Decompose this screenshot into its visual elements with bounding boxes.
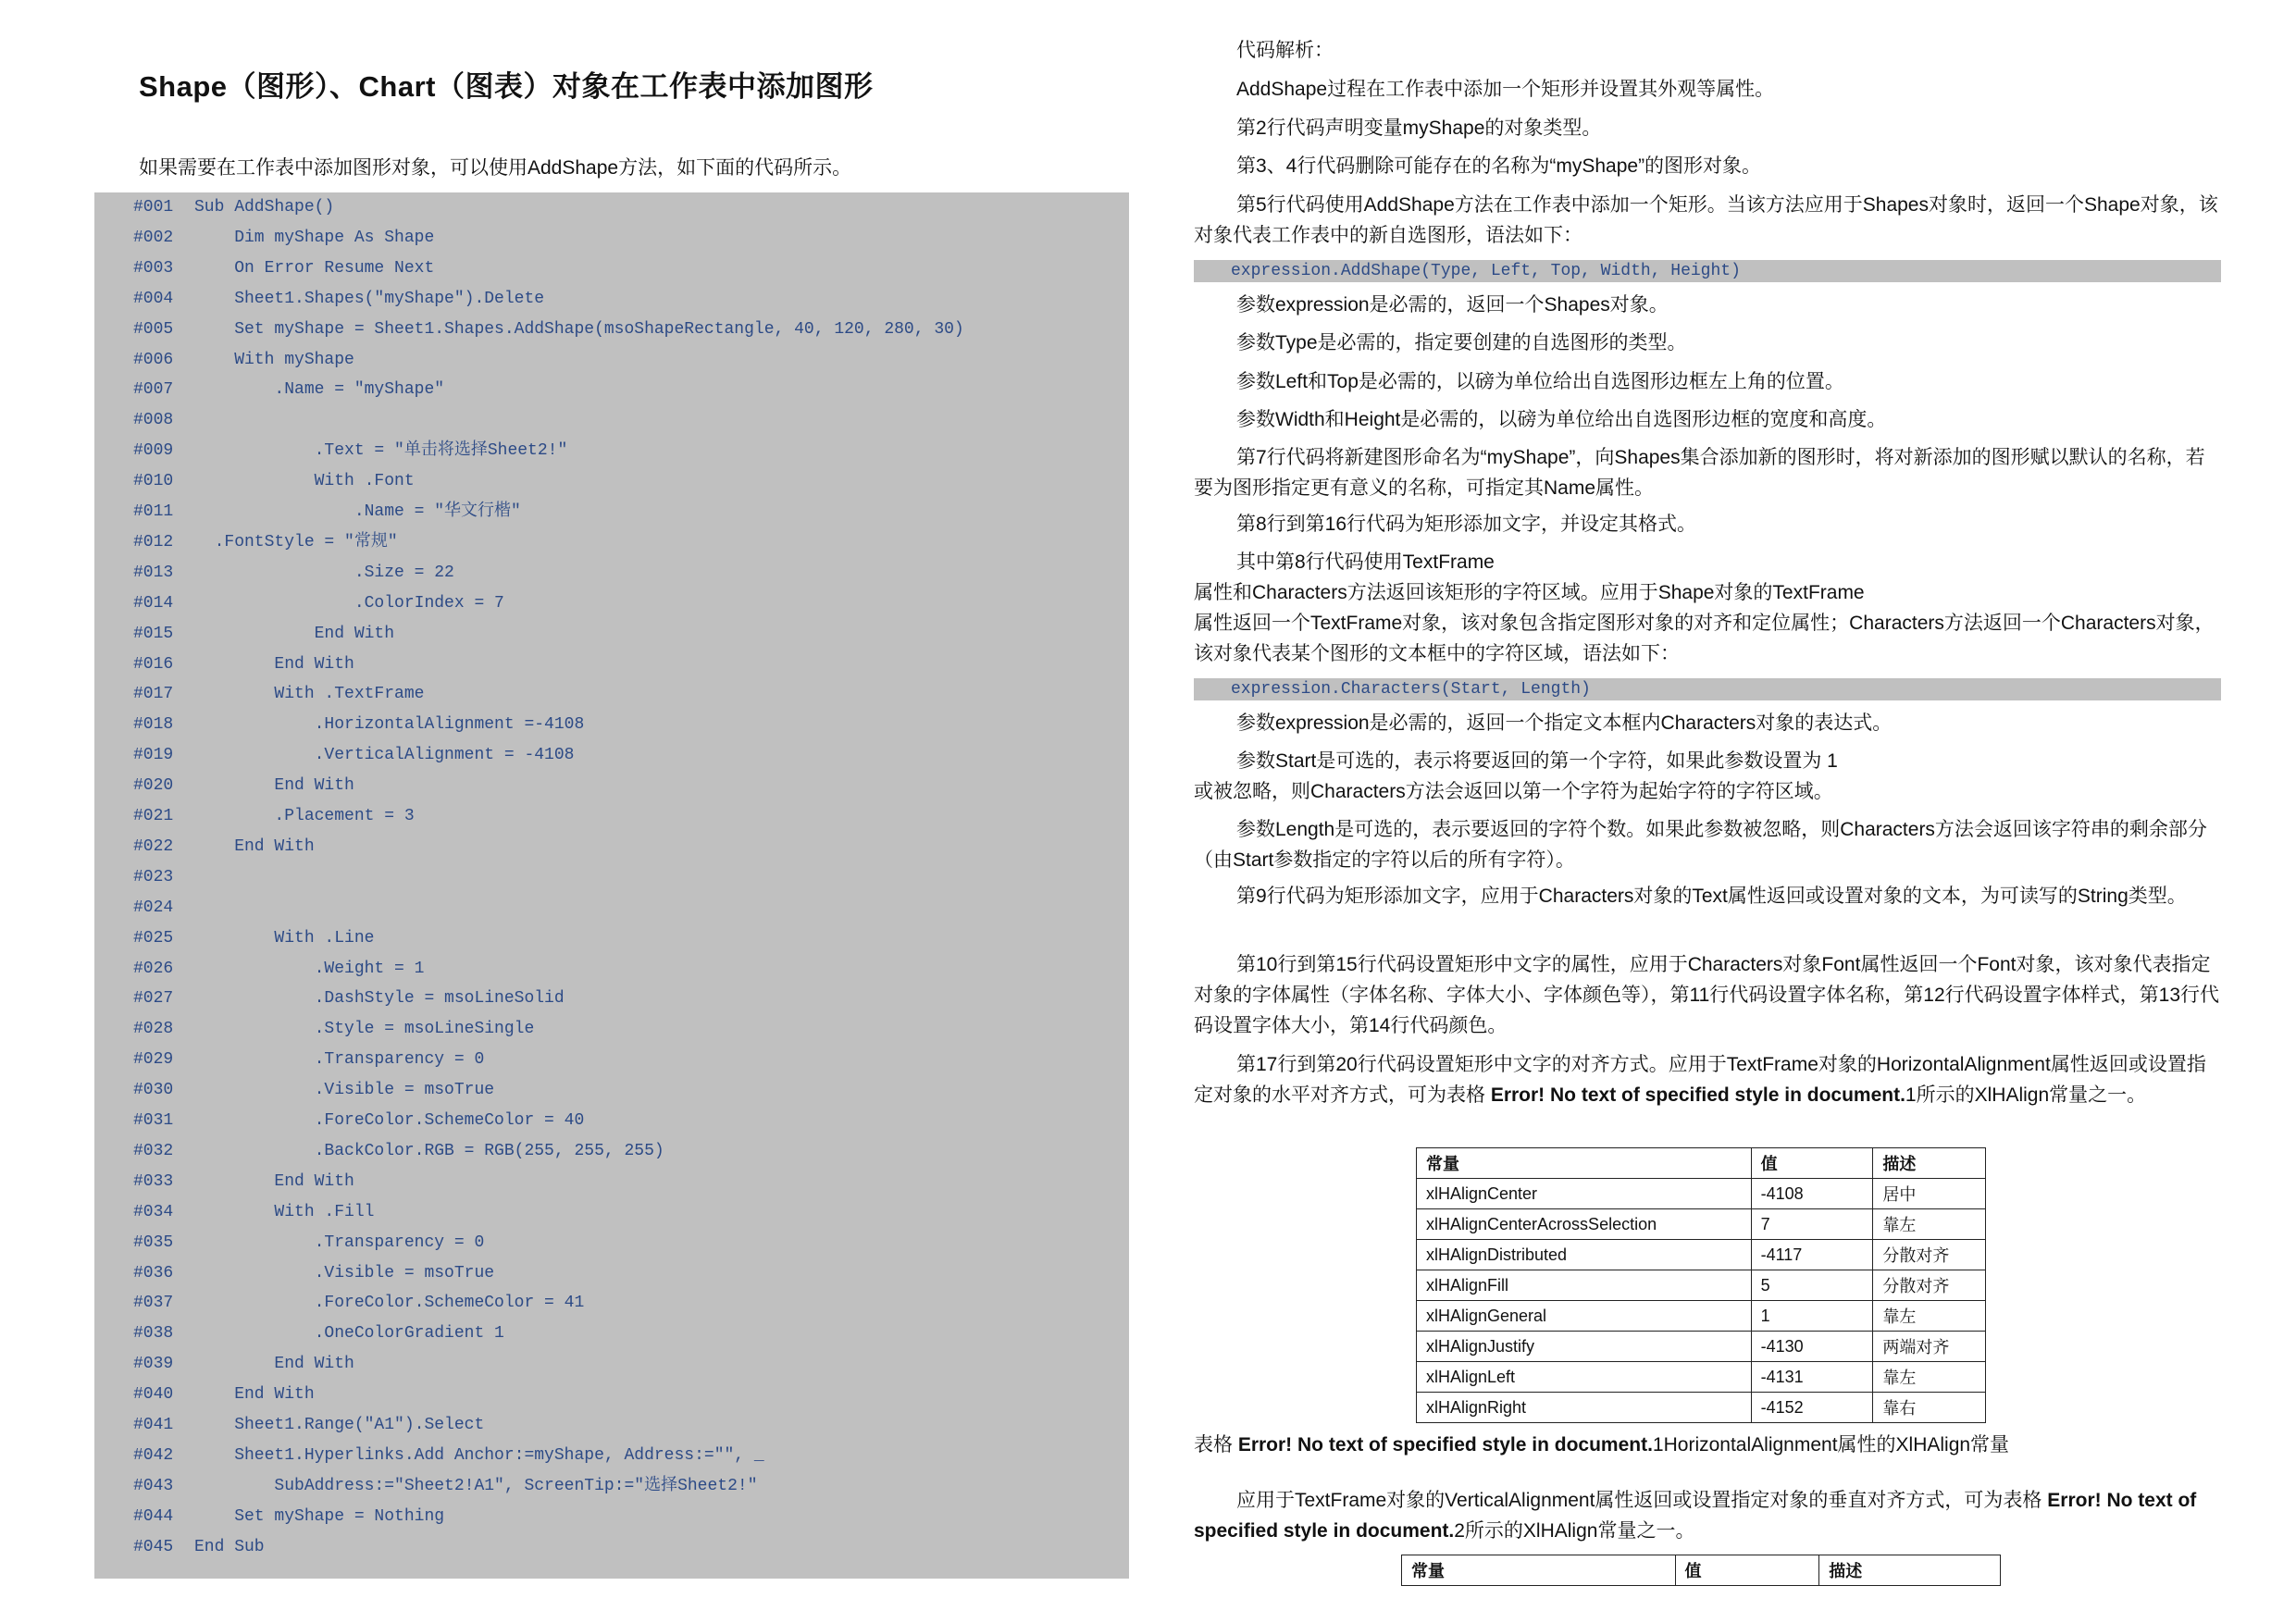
paragraph-text: 1所示的XlHAlign常量之一。 — [1905, 1084, 2147, 1106]
table-cell: xlHAlignFill — [1417, 1270, 1752, 1301]
code-text: .ForeColor.SchemeColor = 40 — [194, 1111, 585, 1130]
paragraph-text: 2所示的XlHAlign常量之一。 — [1454, 1520, 1695, 1542]
line-number: #001 — [133, 198, 174, 217]
paragraph: 第2行代码声明变量myShape的对象类型。 — [1236, 118, 1602, 139]
table-cell: 两端对齐 — [1873, 1332, 1986, 1362]
syntax-text: expression.AddShape(Type, Left, Top, Width, Height) — [1231, 262, 1741, 280]
paragraph-text: 应用于TextFrame对象的VerticalAlignment属性返回或设置指定对象的垂直对齐方式，可为表格 — [1236, 1490, 2042, 1511]
xlhalign-table — [1416, 1147, 1986, 1423]
table-row — [1417, 1179, 1986, 1209]
code-text: .VerticalAlignment = -4108 — [194, 746, 575, 765]
table-cell: 5 — [1751, 1270, 1873, 1301]
table-cell: -4130 — [1751, 1332, 1873, 1362]
line-number: #044 — [133, 1506, 174, 1526]
paragraph: 第8行到第16行代码为矩形添加文字，并设定其格式。 — [1236, 514, 1697, 535]
table-row — [1417, 1240, 1986, 1270]
line-number: #031 — [133, 1111, 174, 1130]
code-text: .Visible = msoTrue — [194, 1263, 495, 1282]
line-number: #043 — [133, 1476, 174, 1495]
column-header: 值 — [1675, 1555, 1819, 1586]
paragraph: 第9行代码为矩形添加文字，应用于Characters对象的Text属性返回或设置对象的文本，为可读写的String类型。 — [1236, 886, 2187, 907]
code-text: End With — [194, 836, 315, 856]
table-cell: -4108 — [1751, 1179, 1873, 1209]
line-number: #009 — [133, 441, 174, 461]
code-text: .OneColorGradient 1 — [194, 1324, 504, 1344]
line-number: #036 — [133, 1263, 174, 1282]
line-number: #005 — [133, 319, 174, 339]
table-cell: xlHAlignDistributed — [1417, 1240, 1752, 1270]
line-number: #024 — [133, 898, 174, 917]
line-number: #039 — [133, 1355, 174, 1374]
paragraph: 第3、4行代码删除可能存在的名称为“myShape”的图形对象。 — [1236, 155, 1762, 177]
line-number: #023 — [133, 867, 174, 886]
code-text: End With — [194, 654, 354, 674]
code-text: .Weight = 1 — [194, 959, 425, 978]
table-cell: xlHAlignCenterAcrossSelection — [1417, 1209, 1752, 1240]
line-number: #032 — [133, 1141, 174, 1160]
line-number: #008 — [133, 411, 174, 430]
code-text: Dim myShape As Shape — [194, 228, 435, 247]
code-text: End Sub — [194, 1537, 265, 1556]
table-cell: 分散对齐 — [1873, 1270, 1986, 1301]
line-number: #033 — [133, 1171, 174, 1191]
line-number: #025 — [133, 928, 174, 948]
code-text: .Placement = 3 — [194, 807, 415, 825]
line-number: #006 — [133, 350, 174, 369]
column-header: 描述 — [1819, 1555, 2001, 1586]
code-text: Set myShape = Sheet1.Shapes.AddShape(msoShapeRectangle, 40, 120, 280, 30) — [194, 319, 964, 339]
code-text: End With — [194, 624, 395, 643]
code-text: .FontStyle = "常规" — [194, 532, 398, 551]
column-header: 值 — [1751, 1148, 1873, 1179]
paragraph: 第5行代码使用AddShape方法在工作表中添加一个矩形。当该方法应用于Shapes对象时，返回一个Shape对象，该对象代表工作表中的新自选图形，语法如下： — [1194, 194, 2218, 246]
paragraph-text: 第17行到第20行代码设置矩形中文字的对齐方式。应用于TextFrame对象的HorizontalAlignment属性返回或设置指定对象的水平对齐方式，可为表格 — [1194, 1054, 2206, 1106]
code-text: With .Fill — [194, 1202, 375, 1221]
table-row — [1417, 1362, 1986, 1393]
table-row — [1417, 1332, 1986, 1362]
code-text: With .Font — [194, 472, 415, 491]
line-number: #007 — [133, 380, 174, 400]
line-number: #041 — [133, 1416, 174, 1434]
paragraph: 第10行到第15行代码设置矩形中文字的属性，应用于Characters对象Font属性返回一个Font对象，该对象代表指定对象的字体属性（字体名称、字体大小、字体颜色等），第11行代码设置字体名称，第12行代码设置字体样式，第13行代码设置字体大小，第14行代码颜色。 — [1194, 954, 2220, 1036]
table-cell: -4117 — [1751, 1240, 1873, 1270]
code-text: .Name = "华文行楷" — [194, 502, 521, 521]
table-cell: 1 — [1751, 1301, 1873, 1332]
code-text: .Size = 22 — [194, 563, 454, 582]
table-row — [1417, 1209, 1986, 1240]
code-text: .HorizontalAlignment =-4108 — [194, 715, 585, 735]
code-text: End With — [194, 1171, 354, 1191]
table-cell: 分散对齐 — [1873, 1240, 1986, 1270]
line-number: #040 — [133, 1385, 174, 1405]
code-text: .DashStyle = msoLineSolid — [194, 989, 565, 1009]
line-number: #002 — [133, 228, 174, 247]
error-reference: Error! No text of specified style in document. — [1194, 1490, 2197, 1542]
line-number: #004 — [133, 289, 174, 308]
code-text: .Text = "单击将选择Sheet2!" — [194, 441, 568, 461]
paragraph: 属性和Characters方法返回该矩形的字符区域。应用于Shape对象的TextFrame — [1194, 582, 1865, 603]
paragraph: 参数Type是必需的，指定要创建的自选图形的类型。 — [1236, 332, 1687, 353]
code-text: End With — [194, 1385, 315, 1405]
line-number: #011 — [133, 502, 174, 521]
table-cell: xlHAlignLeft — [1417, 1362, 1752, 1393]
table-caption — [1194, 1430, 2219, 1460]
line-number: #013 — [133, 563, 174, 582]
line-number: #042 — [133, 1445, 174, 1465]
line-number: #021 — [133, 807, 174, 825]
code-text: .BackColor.RGB = RGB(255, 255, 255) — [194, 1141, 664, 1160]
line-number: #027 — [133, 989, 174, 1009]
line-number: #003 — [133, 258, 174, 278]
line-number: #038 — [133, 1324, 174, 1344]
code-text: Set myShape = Nothing — [194, 1506, 445, 1526]
paragraph: 参数Width和Height是必需的，以磅为单位给出自选图形边框的宽度和高度。 — [1236, 409, 1887, 430]
caption-text: 1HorizontalAlignment属性的XlHAlign常量 — [1652, 1434, 2010, 1456]
line-number: #012 — [133, 532, 174, 551]
table-cell: 靠左 — [1873, 1362, 1986, 1393]
line-number: #045 — [133, 1537, 174, 1556]
code-text: .ForeColor.SchemeColor = 41 — [194, 1294, 585, 1313]
table-row — [1417, 1301, 1986, 1332]
line-number: #037 — [133, 1294, 174, 1313]
table-cell: 7 — [1751, 1209, 1873, 1240]
intro-paragraph: 如果需要在工作表中添加图形对象，可以使用AddShape方法，如下面的代码所示。 — [139, 157, 852, 179]
code-text: With .TextFrame — [194, 685, 425, 704]
paragraph: 参数Left和Top是必需的，以磅为单位给出自选图形边框左上角的位置。 — [1236, 371, 1844, 392]
table-cell: xlHAlignGeneral — [1417, 1301, 1752, 1332]
paragraph: 或被忽略，则Characters方法会返回以第一个字符为起始字符的字符区域。 — [1194, 781, 1833, 802]
column-header: 描述 — [1873, 1148, 1986, 1179]
paragraph — [1194, 1485, 2219, 1546]
line-number: #030 — [133, 1081, 174, 1100]
code-block — [94, 192, 1129, 1579]
code-text: .Visible = msoTrue — [194, 1081, 495, 1100]
valign-table — [1401, 1555, 2001, 1586]
line-number: #028 — [133, 1020, 174, 1039]
table-row — [1417, 1393, 1986, 1423]
line-number: #016 — [133, 654, 174, 674]
line-number: #022 — [133, 836, 174, 856]
line-number: #019 — [133, 746, 174, 765]
code-text: With .Line — [194, 928, 375, 948]
explanation-heading: 代码解析： — [1236, 40, 1334, 61]
paragraph: 参数expression是必需的，返回一个Shapes对象。 — [1236, 294, 1669, 316]
code-text: Sheet1.Range("A1").Select — [194, 1416, 485, 1434]
error-reference: Error! No text of specified style in document. — [1233, 1434, 1653, 1456]
code-text: SubAddress:="Sheet2!A1", ScreenTip:="选择Sheet2!" — [194, 1476, 758, 1495]
table-cell: 居中 — [1873, 1179, 1986, 1209]
code-text: .Name = "myShape" — [194, 380, 445, 400]
column-header: 常量 — [1402, 1555, 1676, 1586]
line-number: #017 — [133, 685, 174, 704]
code-text: .Transparency = 0 — [194, 1233, 485, 1252]
line-number: #018 — [133, 715, 174, 735]
line-number: #020 — [133, 776, 174, 796]
code-text: End With — [194, 776, 354, 796]
code-text: On Error Resume Next — [194, 258, 435, 278]
line-number: #029 — [133, 1050, 174, 1070]
page-title: Shape（图形）、Chart（图表）对象在工作表中添加图形 — [139, 70, 874, 103]
line-number: #035 — [133, 1233, 174, 1252]
paragraph: 第7行代码将新建图形命名为“myShape”，向Shapes集合添加新的图形时，将对新添加的图形赋以默认的名称，若要为图形指定更有意义的名称，可指定其Name属性。 — [1194, 447, 2205, 499]
paragraph: 参数Length是可选的，表示要返回的字符个数。如果此参数被忽略，则Characters方法会返回该字符串的剩余部分（由Start参数指定的字符以后的所有字符）。 — [1194, 819, 2207, 871]
table-cell: xlHAlignCenter — [1417, 1179, 1752, 1209]
code-text: .Transparency = 0 — [194, 1050, 485, 1070]
code-text: Sub AddShape() — [194, 198, 335, 217]
paragraph: 其中第8行代码使用TextFrame — [1236, 551, 1495, 573]
line-number: #015 — [133, 624, 174, 643]
caption-text: 表格 — [1194, 1434, 1233, 1456]
paragraph: 属性返回一个TextFrame对象，该对象包含指定图形对象的对齐和定位属性；Characters方法返回一个Characters对象，该对象代表某个图形的文本框中的字符区域，语法如下： — [1194, 613, 2215, 664]
syntax-box — [1194, 260, 2221, 282]
paragraph — [1194, 1049, 2219, 1110]
table-cell: 靠左 — [1873, 1301, 1986, 1332]
paragraph: 参数Start是可选的，表示将要返回的第一个字符，如果此参数设置为 1 — [1236, 750, 1838, 772]
line-number: #014 — [133, 593, 174, 613]
error-reference: Error! No text of specified style in document. — [1485, 1084, 1905, 1106]
syntax-box — [1194, 678, 2221, 700]
column-header: 常量 — [1417, 1148, 1752, 1179]
code-text: .Style = msoLineSingle — [194, 1020, 535, 1039]
line-number: #034 — [133, 1202, 174, 1221]
code-text: Sheet1.Shapes("myShape").Delete — [194, 289, 545, 308]
table-cell: 靠右 — [1873, 1393, 1986, 1423]
table-row — [1417, 1270, 1986, 1301]
table-cell: 靠左 — [1873, 1209, 1986, 1240]
paragraph: AddShape过程在工作表中添加一个矩形并设置其外观等属性。 — [1236, 79, 1775, 100]
table-cell: -4131 — [1751, 1362, 1873, 1393]
code-text: With myShape — [194, 350, 354, 369]
table-cell: -4152 — [1751, 1393, 1873, 1423]
code-text: Sheet1.Hyperlinks.Add Anchor:=myShape, Address:="", _ — [194, 1445, 764, 1465]
line-number: #026 — [133, 959, 174, 978]
table-cell: xlHAlignJustify — [1417, 1332, 1752, 1362]
code-text: End With — [194, 1355, 354, 1374]
line-number: #010 — [133, 472, 174, 491]
table-cell: xlHAlignRight — [1417, 1393, 1752, 1423]
paragraph: 参数expression是必需的，返回一个指定文本框内Characters对象的表达式。 — [1236, 712, 1893, 734]
syntax-text: expression.Characters(Start, Length) — [1231, 680, 1591, 699]
code-text: .ColorIndex = 7 — [194, 593, 504, 613]
